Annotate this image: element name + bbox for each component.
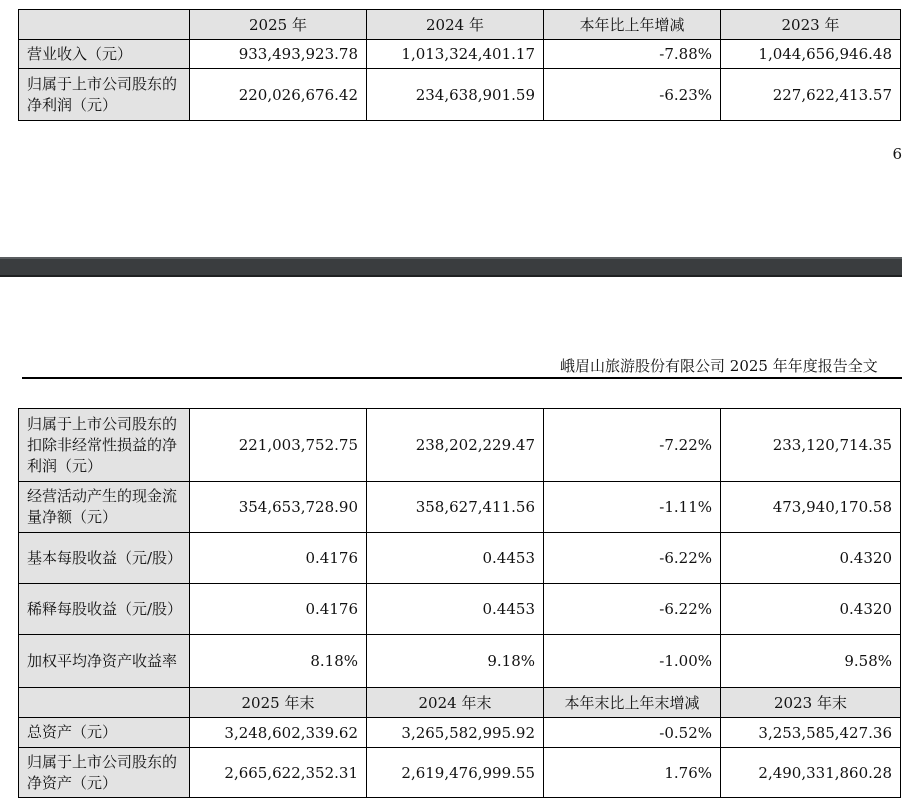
value-cell: 2,490,331,860.28 <box>721 748 901 798</box>
value-cell: 221,003,752.75 <box>190 409 367 482</box>
page-break-bar <box>0 257 902 277</box>
value-cell: 9.18% <box>367 635 544 688</box>
value-cell: -6.22% <box>544 584 721 635</box>
value-cell: 1,044,656,946.48 <box>721 40 901 69</box>
financial-table-top <box>18 9 901 121</box>
header-2025-end: 2025 年末 <box>190 688 367 718</box>
table-row <box>19 533 901 584</box>
value-cell: 2,619,476,999.55 <box>367 748 544 798</box>
table-row <box>19 748 901 798</box>
table-row <box>19 482 901 533</box>
value-cell: 2,665,622,352.31 <box>190 748 367 798</box>
value-cell: 227,622,413.57 <box>721 69 901 121</box>
header-2023: 2023 年 <box>721 10 901 40</box>
row-label: 归属于上市公司股东的净利润（元） <box>19 69 190 121</box>
header-change: 本年比上年增减 <box>544 10 721 40</box>
table-row <box>19 718 901 748</box>
value-cell: 233,120,714.35 <box>721 409 901 482</box>
value-cell: 473,940,170.58 <box>721 482 901 533</box>
row-label: 稀释每股收益（元/股） <box>19 584 190 635</box>
header-2025: 2025 年 <box>190 10 367 40</box>
table-row <box>19 69 901 121</box>
value-cell: 3,253,585,427.36 <box>721 718 901 748</box>
row-label: 归属于上市公司股东的净资产（元） <box>19 748 190 798</box>
value-cell: 220,026,676.42 <box>190 69 367 121</box>
value-cell: -0.52% <box>544 718 721 748</box>
row-label: 营业收入（元） <box>19 40 190 69</box>
value-cell: -6.22% <box>544 533 721 584</box>
header-change-end: 本年末比上年末增减 <box>544 688 721 718</box>
row-label: 经营活动产生的现金流量净额（元） <box>19 482 190 533</box>
value-cell: -7.88% <box>544 40 721 69</box>
table-row <box>19 635 901 688</box>
value-cell: 358,627,411.56 <box>367 482 544 533</box>
table-header-row <box>19 10 901 40</box>
value-cell: 0.4453 <box>367 533 544 584</box>
value-cell: 3,248,602,339.62 <box>190 718 367 748</box>
value-cell: 1,013,324,401.17 <box>367 40 544 69</box>
header-2024-end: 2024 年末 <box>367 688 544 718</box>
table-subheader-row <box>19 688 901 718</box>
value-cell: 0.4176 <box>190 533 367 584</box>
financial-table-bottom <box>18 408 901 798</box>
header-2023-end: 2023 年末 <box>721 688 901 718</box>
value-cell: 238,202,229.47 <box>367 409 544 482</box>
value-cell: 0.4176 <box>190 584 367 635</box>
value-cell: 1.76% <box>544 748 721 798</box>
value-cell: -7.22% <box>544 409 721 482</box>
value-cell: 0.4320 <box>721 533 901 584</box>
row-label: 基本每股收益（元/股） <box>19 533 190 584</box>
value-cell: 8.18% <box>190 635 367 688</box>
value-cell: 9.58% <box>721 635 901 688</box>
page-number-fragment: 6 <box>892 145 902 163</box>
row-label: 归属于上市公司股东的扣除非经常性损益的净利润（元） <box>19 409 190 482</box>
header-blank-cell <box>19 688 190 718</box>
row-label: 加权平均净资产收益率 <box>19 635 190 688</box>
header-rule <box>22 377 902 379</box>
value-cell: 234,638,901.59 <box>367 69 544 121</box>
page-header: 峨眉山旅游股份有限公司 2025 年年度报告全文 <box>560 357 878 375</box>
table-row <box>19 409 901 482</box>
table-row <box>19 584 901 635</box>
value-cell: 0.4320 <box>721 584 901 635</box>
header-2024: 2024 年 <box>367 10 544 40</box>
row-label: 总资产（元） <box>19 718 190 748</box>
value-cell: 0.4453 <box>367 584 544 635</box>
value-cell: 933,493,923.78 <box>190 40 367 69</box>
value-cell: -1.00% <box>544 635 721 688</box>
value-cell: -1.11% <box>544 482 721 533</box>
value-cell: -6.23% <box>544 69 721 121</box>
table-row <box>19 40 901 69</box>
value-cell: 354,653,728.90 <box>190 482 367 533</box>
header-blank-cell <box>19 10 190 40</box>
value-cell: 3,265,582,995.92 <box>367 718 544 748</box>
